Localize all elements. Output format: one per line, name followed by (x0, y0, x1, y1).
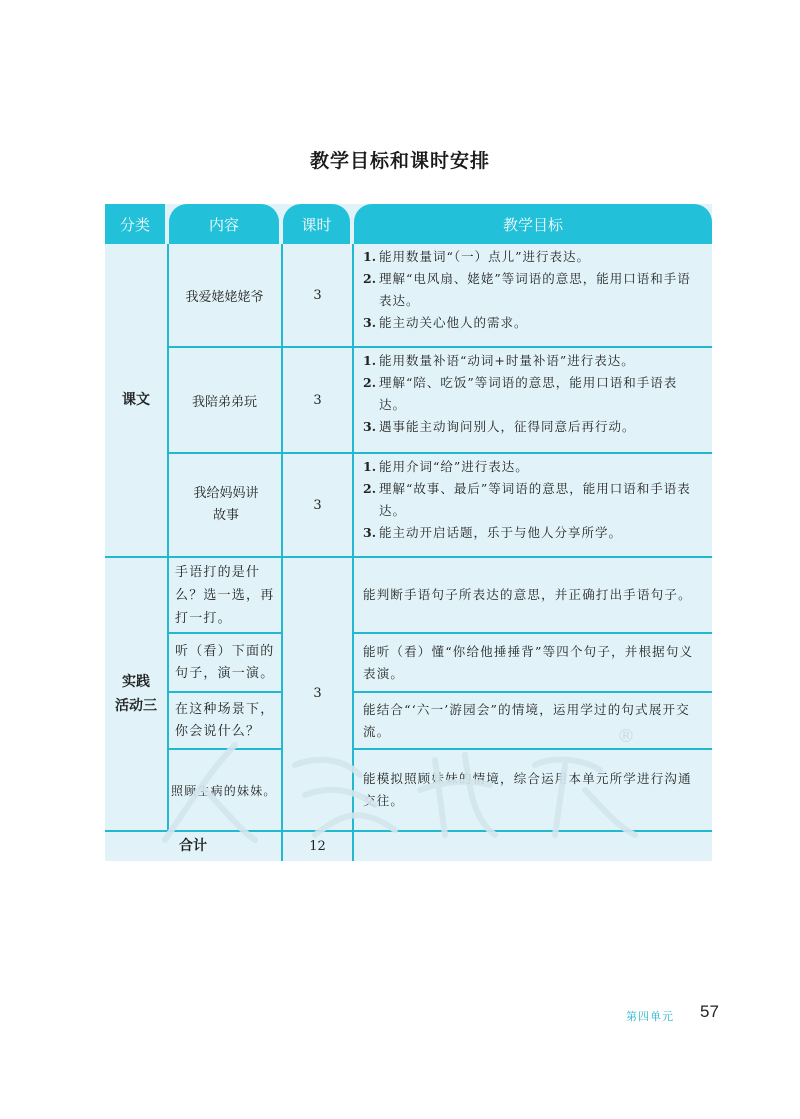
goal-item: 1. 能用数量词“（一）点儿”进行表达。 (363, 249, 591, 264)
activity-goal: 能结合“‘六一’游园会”的情境，运用学过的句式展开交流。 (363, 701, 690, 739)
category-lessons: 课文 (122, 392, 150, 408)
lesson-title: 我给妈妈讲故事 (193, 486, 259, 523)
total-label: 合计 (179, 838, 207, 854)
lesson-title: 我陪弟弟玩 (191, 394, 257, 410)
lesson-goals (363, 350, 703, 438)
goal-item: 1. 能用介词“给”进行表达。 (363, 459, 529, 474)
activity-title: 手语打的是什么？选一选，再打一打。 (175, 564, 275, 626)
page-number: 57 (700, 1002, 719, 1021)
category-practice-line2: 活动三 (115, 697, 157, 714)
header-content: 内容 (169, 204, 279, 244)
goal-item: 2. 理解“故事、最后”等词语的意思，能用口语和手语表达。 (363, 481, 691, 518)
lesson-goals (363, 246, 703, 334)
total-hours: 12 (309, 838, 326, 854)
unit-label: 第四单元 (626, 1010, 674, 1023)
header-hours: 课时 (283, 204, 350, 244)
page-title: 教学目标和课时安排 (309, 150, 490, 172)
header-goals: 教学目标 (354, 204, 712, 244)
activity-goal: 能模拟照顾妹妹的情境，综合运用本单元所学进行沟通交往。 (363, 771, 692, 808)
goal-item: 1. 能用数量补语“动词+时量补语”进行表达。 (363, 353, 635, 368)
activity-title: 在这种场景下，你会说什么？ (175, 701, 275, 739)
category-practice-line1: 实践 (122, 673, 150, 690)
activity-goal: 能听（看）懂“你给他捶捶背”等四个句子，并根据句义表演。 (363, 643, 694, 681)
grid-line (352, 244, 354, 861)
lesson-hours: 3 (313, 287, 322, 303)
activity-goal: 能判断手语句子所表达的意思，并正确打出手语句子。 (363, 586, 692, 602)
goal-item: 2. 理解“电风扇、姥姥”等词语的意思，能用口语和手语表达。 (363, 271, 691, 308)
header-category: 分类 (105, 204, 165, 244)
lesson-title: 我爱姥姥姥爷 (185, 289, 264, 305)
practice-hours: 3 (313, 686, 322, 701)
category-practice (105, 557, 167, 830)
schedule-table (105, 204, 712, 861)
goal-item: 3. 能主动关心他人的需求。 (363, 315, 528, 330)
goal-item: 3. 能主动开启话题，乐于与他人分享所学。 (363, 525, 623, 540)
activity-title: 照顾生病的妹妹。 (171, 783, 277, 798)
lesson-goals (363, 456, 703, 544)
goal-item: 3. 遇事能主动询问别人，征得同意后再行动。 (363, 419, 636, 434)
lesson-hours: 3 (313, 497, 322, 513)
activity-title: 听（看）下面的句子，演一演。 (175, 643, 275, 681)
registered-mark: ® (617, 726, 635, 747)
lesson-hours: 3 (313, 392, 322, 408)
goal-item: 2. 理解“陪、吃饭”等词语的意思，能用口语和手语表达。 (363, 375, 678, 412)
